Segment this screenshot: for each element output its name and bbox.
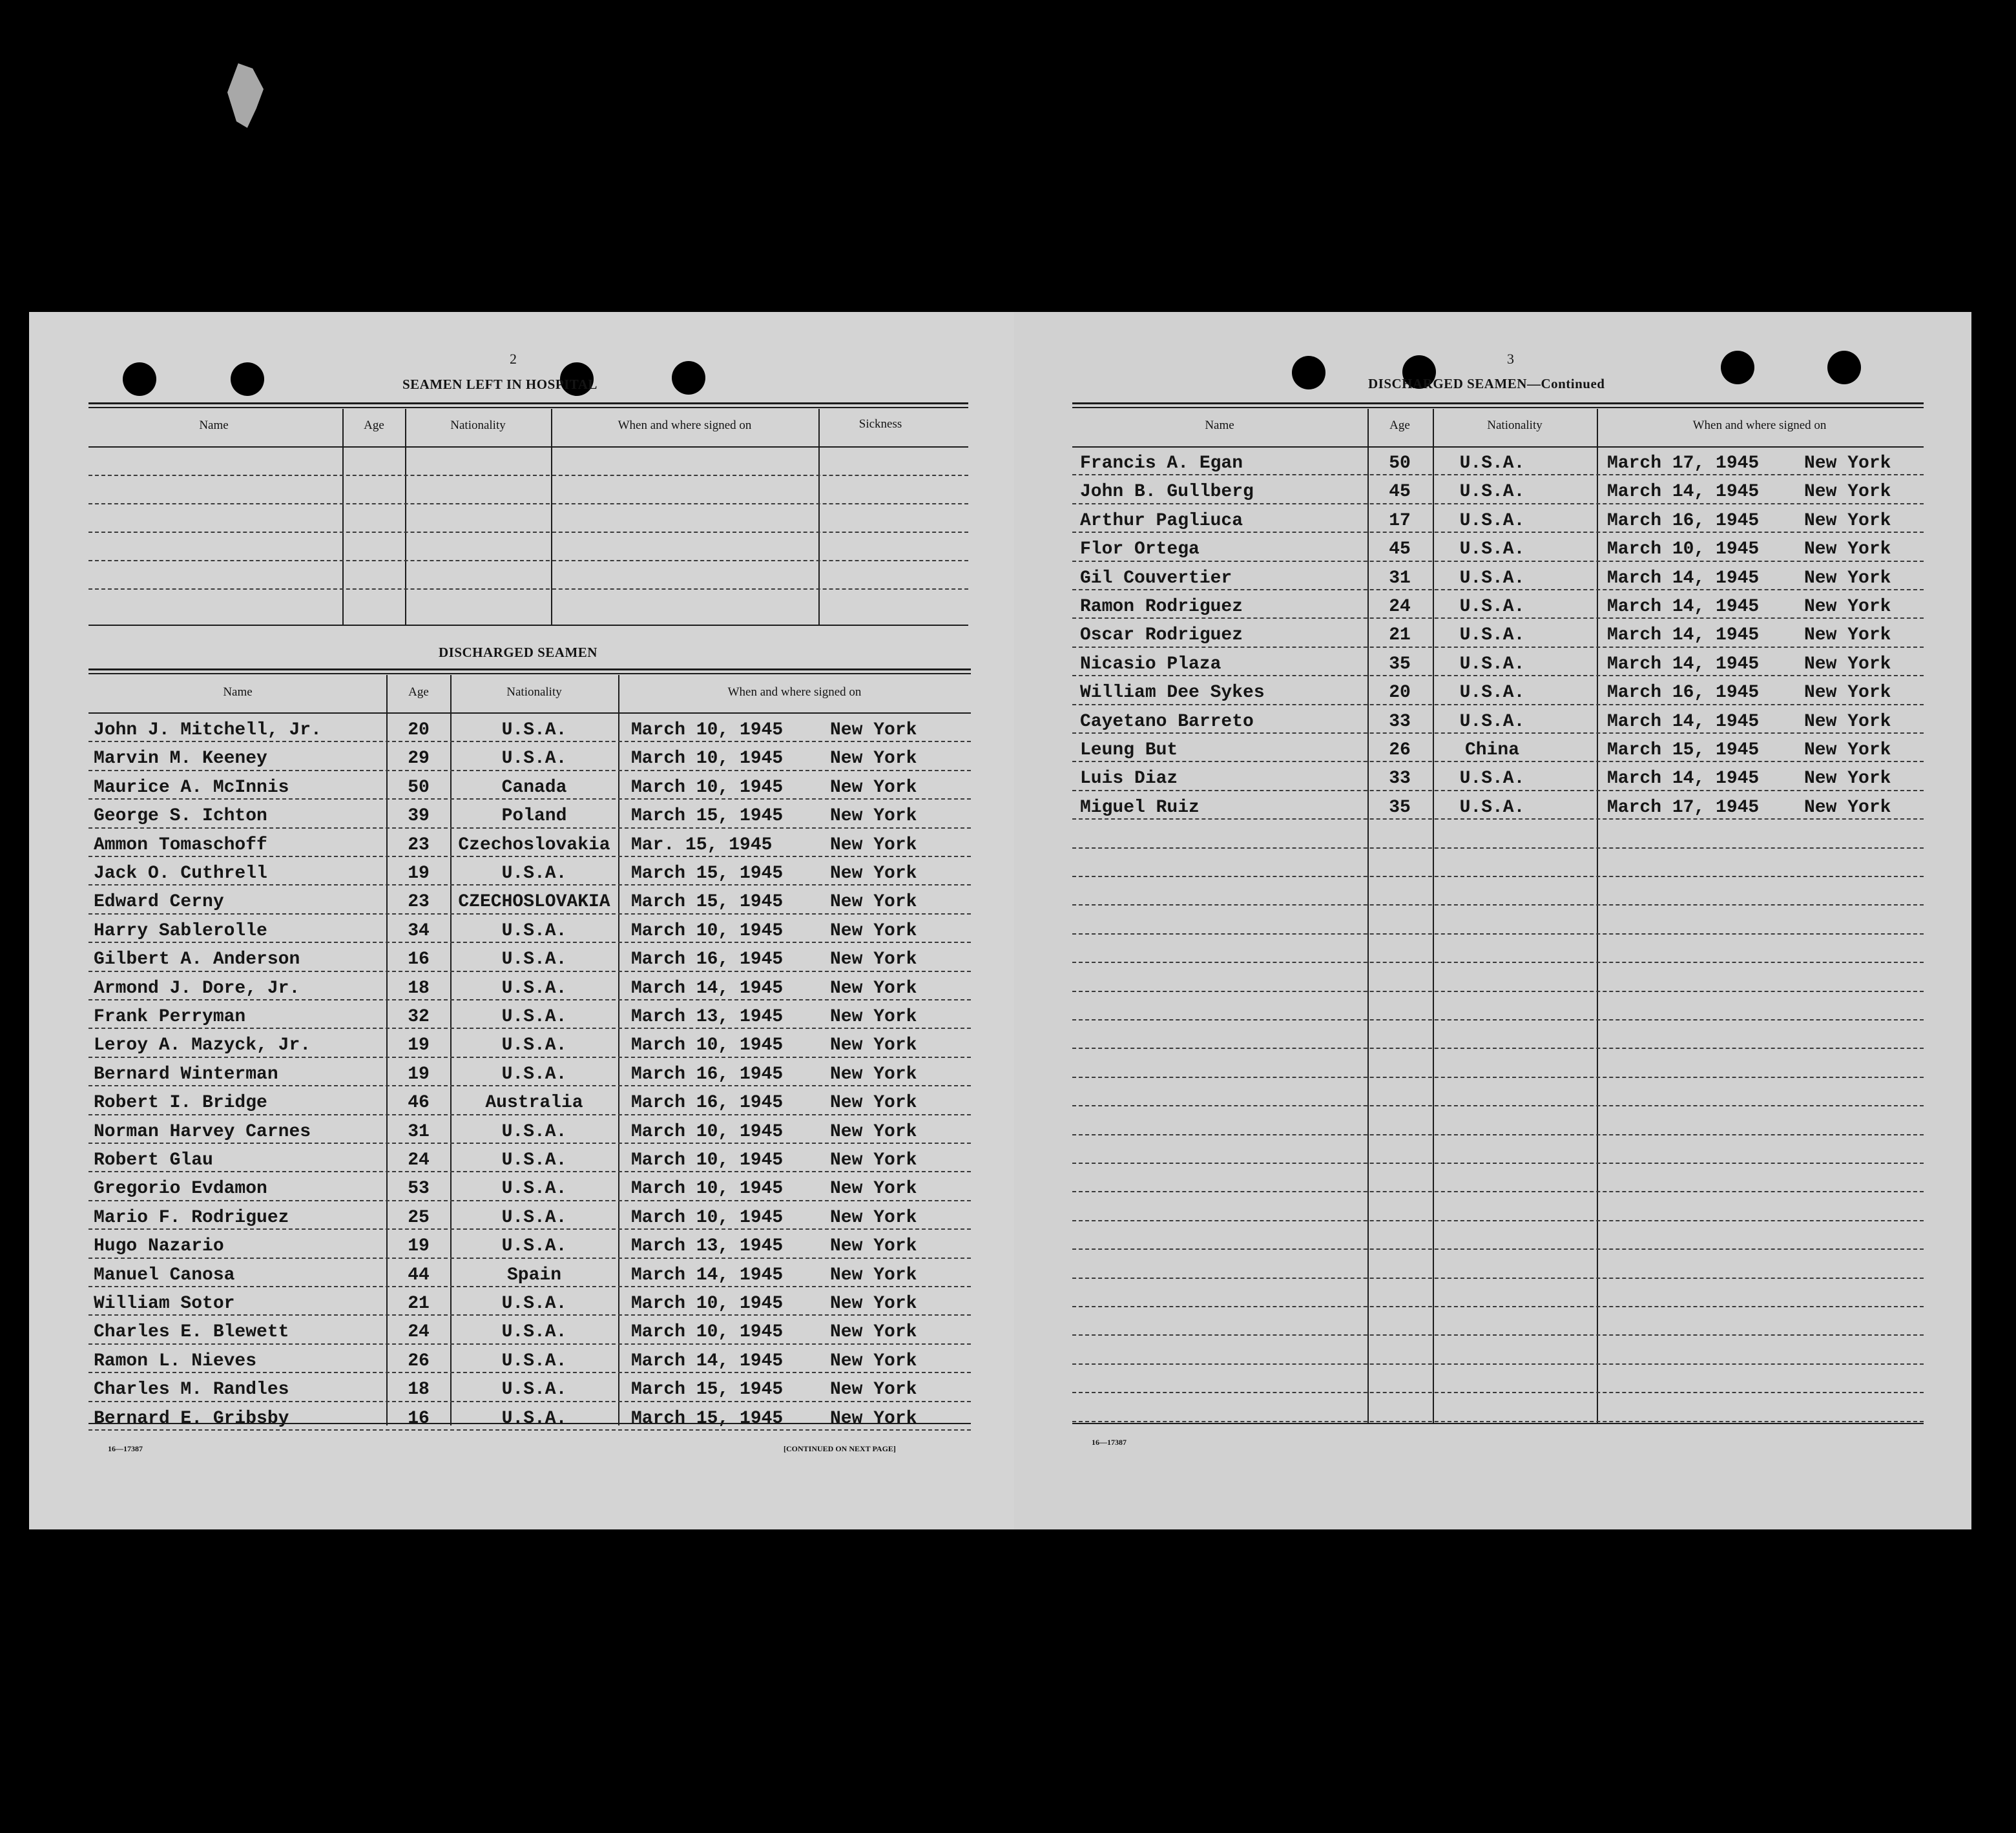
seaman-nationality: U.S.A. bbox=[1459, 769, 1525, 789]
signed-on-date: March 14, 1945 bbox=[1607, 654, 1760, 674]
seaman-nationality: U.S.A. bbox=[501, 1179, 567, 1199]
hospital-col-sickness: Sickness bbox=[858, 417, 902, 431]
signed-on-place: New York bbox=[1804, 769, 1891, 789]
discharged-col-age: Age bbox=[408, 685, 429, 699]
seaman-nationality: U.S.A. bbox=[1459, 482, 1525, 502]
signed-on-date: March 16, 1945 bbox=[1607, 510, 1760, 531]
seaman-nationality: U.S.A. bbox=[501, 1064, 567, 1084]
signed-on-date: March 15, 1945 bbox=[631, 864, 784, 884]
seaman-nationality: U.S.A. bbox=[1459, 711, 1525, 732]
seaman-nationality: U.S.A. bbox=[501, 749, 567, 769]
seaman-nationality: U.S.A. bbox=[501, 1351, 567, 1371]
signed-on-date: March 16, 1945 bbox=[631, 1093, 784, 1113]
seaman-name: Hugo Nazario bbox=[94, 1236, 224, 1257]
seaman-age: 26 bbox=[408, 1351, 430, 1371]
left-page bbox=[29, 312, 1014, 1529]
seaman-nationality: U.S.A. bbox=[501, 920, 567, 941]
signed-on-date: March 14, 1945 bbox=[1607, 769, 1760, 789]
seaman-age: 16 bbox=[408, 1408, 430, 1429]
signed-on-place: New York bbox=[830, 1064, 917, 1084]
seaman-age: 19 bbox=[408, 1035, 430, 1056]
punch-hole bbox=[231, 362, 264, 396]
signed-on-date: March 14, 1945 bbox=[631, 978, 784, 999]
punch-hole bbox=[672, 361, 705, 395]
hospital-col-signed-on: When and where signed on bbox=[618, 419, 752, 432]
signed-on-place: New York bbox=[830, 1236, 917, 1257]
punch-hole bbox=[1721, 351, 1754, 384]
seaman-name: William Dee Sykes bbox=[1080, 683, 1265, 703]
col-signed-on: When and where signed on bbox=[1692, 419, 1827, 432]
seaman-name: John J. Mitchell, Jr. bbox=[94, 720, 322, 740]
seaman-age: 16 bbox=[408, 949, 430, 970]
hospital-col-nationality: Nationality bbox=[450, 419, 506, 432]
seaman-age: 45 bbox=[1389, 539, 1411, 560]
signed-on-place: New York bbox=[830, 892, 917, 913]
discharged-col-signed-on: When and where signed on bbox=[727, 685, 862, 699]
signed-on-date: March 16, 1945 bbox=[631, 949, 784, 970]
seaman-name: Bernard E. Gribsby bbox=[94, 1408, 289, 1429]
signed-on-place: New York bbox=[830, 1380, 917, 1400]
seaman-name: Cayetano Barreto bbox=[1080, 711, 1254, 732]
seaman-name: Armond J. Dore, Jr. bbox=[94, 978, 300, 999]
signed-on-date: March 16, 1945 bbox=[631, 1064, 784, 1084]
seaman-nationality: U.S.A. bbox=[501, 1294, 567, 1314]
seaman-age: 33 bbox=[1389, 711, 1411, 732]
signed-on-place: New York bbox=[830, 1207, 917, 1228]
hospital-col-name: Name bbox=[199, 419, 229, 432]
seaman-nationality: U.S.A. bbox=[1459, 568, 1525, 588]
seaman-nationality: Spain bbox=[506, 1265, 562, 1285]
seaman-name: Jack O. Cuthrell bbox=[94, 864, 267, 884]
seaman-age: 32 bbox=[408, 1007, 430, 1027]
discharged-col-name: Name bbox=[223, 685, 253, 699]
seaman-nationality: Czechoslovakia bbox=[458, 834, 610, 855]
signed-on-date: March 10, 1945 bbox=[1607, 539, 1760, 560]
seaman-name: Harry Sablerolle bbox=[94, 920, 267, 941]
seaman-name: Marvin M. Keeney bbox=[94, 749, 267, 769]
signed-on-date: March 15, 1945 bbox=[631, 806, 784, 827]
seaman-age: 20 bbox=[408, 720, 430, 740]
signed-on-place: New York bbox=[830, 864, 917, 884]
seaman-age: 19 bbox=[408, 1064, 430, 1084]
seaman-name: William Sotor bbox=[94, 1294, 235, 1314]
seaman-name: Frank Perryman bbox=[94, 1007, 246, 1027]
seaman-age: 50 bbox=[1389, 453, 1411, 473]
signed-on-place: New York bbox=[830, 1150, 917, 1170]
seaman-name: Maurice A. McInnis bbox=[94, 777, 289, 798]
seaman-name: Arthur Pagliuca bbox=[1080, 510, 1243, 531]
seaman-age: 33 bbox=[1389, 769, 1411, 789]
signed-on-date: March 10, 1945 bbox=[631, 1121, 784, 1142]
signed-on-place: New York bbox=[1804, 797, 1891, 818]
signed-on-place: New York bbox=[830, 920, 917, 941]
seaman-age: 24 bbox=[408, 1322, 430, 1343]
signed-on-place: New York bbox=[830, 1121, 917, 1142]
seaman-nationality: U.S.A. bbox=[501, 949, 567, 970]
signed-on-place: New York bbox=[1804, 711, 1891, 732]
seaman-nationality: U.S.A. bbox=[501, 1150, 567, 1170]
seaman-name: Norman Harvey Carnes bbox=[94, 1121, 311, 1142]
signed-on-place: New York bbox=[1804, 539, 1891, 560]
signed-on-date: March 13, 1945 bbox=[631, 1007, 784, 1027]
signed-on-date: March 10, 1945 bbox=[631, 920, 784, 941]
seaman-name: Leroy A. Mazyck, Jr. bbox=[94, 1035, 311, 1056]
seaman-name: Ammon Tomaschoff bbox=[94, 834, 267, 855]
hospital-col-age: Age bbox=[364, 419, 384, 432]
discharged-continued-heading: DISCHARGED SEAMEN—Continued bbox=[1368, 376, 1605, 391]
signed-on-place: New York bbox=[830, 1294, 917, 1314]
seaman-age: 24 bbox=[408, 1150, 430, 1170]
signed-on-date: March 10, 1945 bbox=[631, 1294, 784, 1314]
seaman-name: Bernard Winterman bbox=[94, 1064, 278, 1084]
seaman-nationality: U.S.A. bbox=[501, 1121, 567, 1142]
signed-on-place: New York bbox=[830, 1007, 917, 1027]
seaman-age: 31 bbox=[408, 1121, 430, 1142]
seaman-nationality: U.S.A. bbox=[501, 720, 567, 740]
seaman-nationality: CZECHOSLOVAKIA bbox=[458, 892, 610, 913]
seaman-nationality: U.S.A. bbox=[501, 1236, 567, 1257]
signed-on-date: March 15, 1945 bbox=[631, 1408, 784, 1429]
seaman-name: Flor Ortega bbox=[1080, 539, 1200, 560]
punch-hole bbox=[123, 362, 156, 396]
signed-on-place: New York bbox=[1804, 510, 1891, 531]
seaman-nationality: Australia bbox=[485, 1093, 583, 1113]
seaman-name: Manuel Canosa bbox=[94, 1265, 235, 1285]
signed-on-place: New York bbox=[1804, 625, 1891, 646]
signed-on-date: March 15, 1945 bbox=[631, 1380, 784, 1400]
seaman-age: 19 bbox=[408, 864, 430, 884]
seaman-nationality: U.S.A. bbox=[501, 1007, 567, 1027]
seaman-name: Luis Diaz bbox=[1080, 769, 1178, 789]
signed-on-date: March 10, 1945 bbox=[631, 1322, 784, 1343]
signed-on-date: March 10, 1945 bbox=[631, 777, 784, 798]
seaman-age: 39 bbox=[408, 806, 430, 827]
signed-on-place: New York bbox=[830, 777, 917, 798]
signed-on-place: New York bbox=[1804, 654, 1891, 674]
seaman-age: 24 bbox=[1389, 597, 1411, 617]
seaman-name: Robert Glau bbox=[94, 1150, 213, 1170]
seaman-name: Nicasio Plaza bbox=[1080, 654, 1221, 674]
signed-on-date: March 16, 1945 bbox=[1607, 683, 1760, 703]
signed-on-date: March 10, 1945 bbox=[631, 720, 784, 740]
seaman-nationality: U.S.A. bbox=[1459, 797, 1525, 818]
seaman-nationality: U.S.A. bbox=[1459, 539, 1525, 560]
page-number: 2 bbox=[510, 351, 517, 367]
seaman-nationality: U.S.A. bbox=[501, 978, 567, 999]
seaman-name: George S. Ichton bbox=[94, 806, 267, 827]
right-page bbox=[1014, 312, 1971, 1529]
seaman-name: Charles E. Blewett bbox=[94, 1322, 289, 1343]
seaman-nationality: U.S.A. bbox=[501, 1408, 567, 1429]
seaman-age: 21 bbox=[408, 1294, 430, 1314]
punch-hole bbox=[1827, 351, 1861, 384]
signed-on-date: March 10, 1945 bbox=[631, 1179, 784, 1199]
seaman-name: Ramon Rodriguez bbox=[1080, 597, 1243, 617]
signed-on-date: March 14, 1945 bbox=[1607, 568, 1760, 588]
seaman-age: 45 bbox=[1389, 482, 1411, 502]
seaman-nationality: U.S.A. bbox=[1459, 510, 1525, 531]
seaman-name: Ramon L. Nieves bbox=[94, 1351, 257, 1371]
signed-on-date: March 14, 1945 bbox=[1607, 482, 1760, 502]
signed-on-place: New York bbox=[830, 834, 917, 855]
signed-on-date: March 17, 1945 bbox=[1607, 453, 1760, 473]
signed-on-place: New York bbox=[830, 1035, 917, 1056]
signed-on-place: New York bbox=[830, 1408, 917, 1429]
seaman-nationality: U.S.A. bbox=[501, 1380, 567, 1400]
signed-on-date: March 10, 1945 bbox=[631, 1207, 784, 1228]
seaman-name: Leung But bbox=[1080, 740, 1178, 760]
seaman-nationality: U.S.A. bbox=[501, 1207, 567, 1228]
signed-on-place: New York bbox=[1804, 453, 1891, 473]
signed-on-date: March 10, 1945 bbox=[631, 1035, 784, 1056]
seaman-age: 23 bbox=[408, 892, 430, 913]
seaman-age: 18 bbox=[408, 978, 430, 999]
signed-on-date: Mar. 15, 1945 bbox=[631, 834, 773, 855]
signed-on-date: March 17, 1945 bbox=[1607, 797, 1760, 818]
seaman-age: 21 bbox=[1389, 625, 1411, 646]
signed-on-date: March 14, 1945 bbox=[631, 1351, 784, 1371]
seaman-age: 46 bbox=[408, 1093, 430, 1113]
seaman-name: John B. Gullberg bbox=[1080, 482, 1254, 502]
seaman-nationality: Poland bbox=[501, 806, 567, 827]
signed-on-place: New York bbox=[1804, 597, 1891, 617]
signed-on-place: New York bbox=[1804, 482, 1891, 502]
seaman-age: 34 bbox=[408, 920, 430, 941]
seaman-nationality: U.S.A. bbox=[501, 1035, 567, 1056]
signed-on-place: New York bbox=[830, 978, 917, 999]
seaman-age: 35 bbox=[1389, 654, 1411, 674]
seaman-nationality: U.S.A. bbox=[1459, 654, 1525, 674]
seaman-nationality: Canada bbox=[501, 777, 567, 798]
hospital-heading: SEAMEN LEFT IN HOSPITAL bbox=[402, 377, 598, 392]
signed-on-place: New York bbox=[830, 1265, 917, 1285]
seaman-name: Gilbert A. Anderson bbox=[94, 949, 300, 970]
seaman-age: 17 bbox=[1389, 510, 1411, 531]
paper-scrap bbox=[227, 63, 264, 128]
seaman-name: Oscar Rodriguez bbox=[1080, 625, 1243, 646]
seaman-age: 53 bbox=[408, 1179, 430, 1199]
signed-on-place: New York bbox=[830, 720, 917, 740]
continued-note: [CONTINUED ON NEXT PAGE] bbox=[784, 1444, 896, 1453]
signed-on-date: March 14, 1945 bbox=[631, 1265, 784, 1285]
signed-on-place: New York bbox=[830, 1351, 917, 1371]
signed-on-place: New York bbox=[830, 1179, 917, 1199]
seaman-age: 26 bbox=[1389, 740, 1411, 760]
col-nationality: Nationality bbox=[1487, 419, 1543, 432]
seaman-nationality: U.S.A. bbox=[1459, 683, 1525, 703]
seaman-age: 25 bbox=[408, 1207, 430, 1228]
signed-on-date: March 14, 1945 bbox=[1607, 711, 1760, 732]
seaman-nationality: U.S.A. bbox=[1459, 625, 1525, 646]
seaman-age: 18 bbox=[408, 1380, 430, 1400]
page-number: 3 bbox=[1507, 351, 1514, 367]
signed-on-date: March 13, 1945 bbox=[631, 1236, 784, 1257]
col-age: Age bbox=[1389, 419, 1410, 432]
seaman-nationality: China bbox=[1464, 740, 1520, 760]
seaman-age: 35 bbox=[1389, 797, 1411, 818]
seaman-name: Gregorio Evdamon bbox=[94, 1179, 267, 1199]
seaman-name: Edward Cerny bbox=[94, 892, 224, 913]
seaman-name: Charles M. Randles bbox=[94, 1380, 289, 1400]
discharged-col-nationality: Nationality bbox=[506, 685, 562, 699]
signed-on-date: March 10, 1945 bbox=[631, 749, 784, 769]
signed-on-place: New York bbox=[830, 1093, 917, 1113]
signed-on-place: New York bbox=[830, 949, 917, 970]
seaman-name: Mario F. Rodriguez bbox=[94, 1207, 289, 1228]
signed-on-date: March 14, 1945 bbox=[1607, 625, 1760, 646]
form-number: 16—17387 bbox=[1092, 1438, 1127, 1447]
seaman-age: 20 bbox=[1389, 683, 1411, 703]
signed-on-place: New York bbox=[830, 749, 917, 769]
signed-on-date: March 14, 1945 bbox=[1607, 597, 1760, 617]
signed-on-place: New York bbox=[1804, 683, 1891, 703]
seaman-nationality: U.S.A. bbox=[1459, 453, 1525, 473]
seaman-age: 29 bbox=[408, 749, 430, 769]
seaman-nationality: U.S.A. bbox=[1459, 597, 1525, 617]
seaman-age: 23 bbox=[408, 834, 430, 855]
signed-on-place: New York bbox=[830, 1322, 917, 1343]
discharged-heading: DISCHARGED SEAMEN bbox=[439, 645, 598, 660]
seaman-name: Francis A. Egan bbox=[1080, 453, 1243, 473]
signed-on-place: New York bbox=[830, 806, 917, 827]
punch-hole bbox=[1292, 356, 1325, 389]
signed-on-place: New York bbox=[1804, 568, 1891, 588]
seaman-age: 31 bbox=[1389, 568, 1411, 588]
seaman-nationality: U.S.A. bbox=[501, 1322, 567, 1343]
signed-on-date: March 15, 1945 bbox=[631, 892, 784, 913]
col-name: Name bbox=[1205, 419, 1234, 432]
seaman-age: 50 bbox=[408, 777, 430, 798]
seaman-age: 19 bbox=[408, 1236, 430, 1257]
form-number: 16—17387 bbox=[108, 1444, 143, 1453]
seaman-name: Gil Couvertier bbox=[1080, 568, 1232, 588]
seaman-age: 44 bbox=[408, 1265, 430, 1285]
seaman-name: Robert I. Bridge bbox=[94, 1093, 267, 1113]
signed-on-date: March 10, 1945 bbox=[631, 1150, 784, 1170]
seaman-nationality: U.S.A. bbox=[501, 864, 567, 884]
signed-on-date: March 15, 1945 bbox=[1607, 740, 1760, 760]
seaman-name: Miguel Ruiz bbox=[1080, 797, 1200, 818]
signed-on-place: New York bbox=[1804, 740, 1891, 760]
